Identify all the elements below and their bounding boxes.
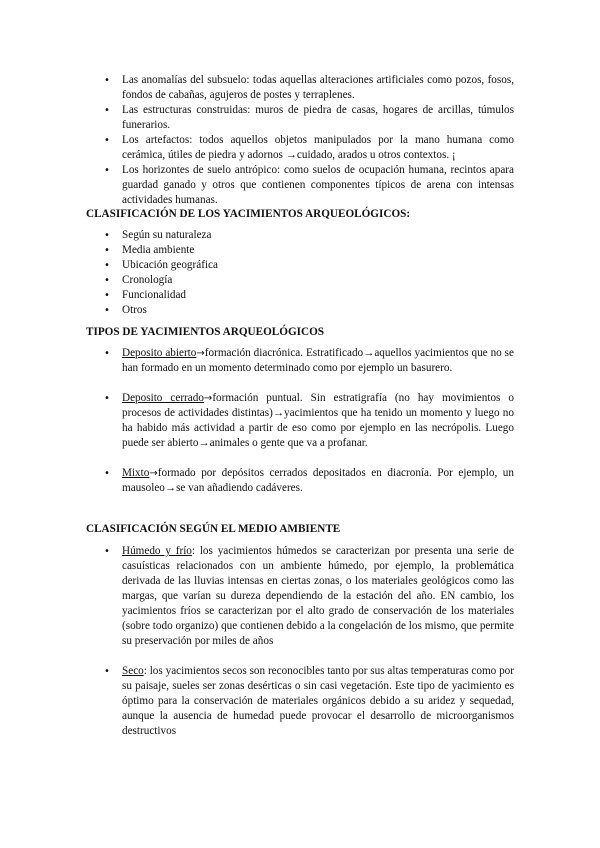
intro-list <box>86 73 514 208</box>
arrow-icon: → <box>196 348 205 359</box>
heading-medio-ambiente: CLASIFICACIÓN SEGÚN EL MEDIO AMBIENTE <box>86 523 341 535</box>
list-item-humedo-frio <box>86 544 514 649</box>
list-item: • Las anomalías del subsuelo: todas aquellas alteraciones artificiales como pozos, fosos, fondos de cabañas, agujeros de postes y terraplenes. <box>86 73 514 103</box>
clasificacion-list <box>86 228 514 318</box>
heading-tipos: TIPOS DE YACIMIENTOS ARQUEOLÓGICOS <box>86 326 324 338</box>
list-item: • Cronología <box>86 273 514 288</box>
list-item: • Los horizontes de suelo antrópico: como suelos de ocupación humana, recintos apara guardad ganado y otros que contienen componentes típicos de arena con intensas actividades humanas. <box>86 163 514 208</box>
list-item-seco <box>86 664 514 739</box>
list-item: • Según su naturaleza <box>86 228 514 243</box>
definition-text: formación diacrónica. Estratificado→aquellos yacimientos que no se han formado en un momento determinado como por ejemplo un basurero. <box>122 347 514 374</box>
definition-text: formación puntual. Sin estratigrafía (no hay movimientos o procesos de actividades distintas)→yacimientos que ha tenido un momento y luego no ha habido más actividad a partir de eso como por ejemplo en las necrópolis. Luego puede ser abierto→animales o gente que va a profanar. <box>122 392 514 449</box>
list-item-deposito-abierto <box>86 346 514 376</box>
heading-clasificacion: CLASIFICACIÓN DE LOS YACIMIENTOS ARQUEOLÓGICOS: <box>86 208 411 220</box>
term-deposito-abierto: Deposito abierto <box>122 347 197 359</box>
term-deposito-cerrado: Deposito cerrado <box>122 392 204 404</box>
definition-text: : los yacimientos húmedos se caracterizan por presenta una serie de casuísticas relacionados con un ambiente húmedo, por ejemplo, la problemática derivada de las lluvias intensas en ciertas zonas, o los materiales geológicos como las margas, que varían su dureza dependiendo de la estación del año. EN cambio, los yacimientos fríos se caracterizan por el alto grado de conservación de los materiales (sobre todo organizo) que contienen debido a la congelación de los mismo, que permite su preservación por miles de años <box>122 545 514 647</box>
list-item: • Otros <box>86 303 514 318</box>
list-item: • Los artefactos: todos aquellos objetos manipulados por la mano humana como cerámica, útiles de piedra y adornos →cuidado, arados u otros contextos. ¡ <box>86 133 514 163</box>
list-item: • Funcionalidad <box>86 288 514 303</box>
definition-text: : los yacimientos secos son reconocibles tanto por sus altas temperaturas como por su paisaje, sueles ser zonas desérticas o sin casi vegetación. Este tipo de yacimiento es óptimo para la conservación de materiales orgánicos debido a su aridez y sequedad, aunque la ausencia de humedad puede provocar el desarrollo de microorganismos destructivos <box>122 665 514 737</box>
term-mixto: Mixto <box>122 467 150 479</box>
arrow-icon: → <box>203 393 213 404</box>
list-item-mixto <box>86 466 514 496</box>
tipos-list <box>86 346 514 511</box>
list-item: • Ubicación geográfica <box>86 258 514 273</box>
definition-text: formado por depósitos cerrados depositados en diacronía. Por ejemplo, un mausoleo→se van añadiendo cadáveres. <box>122 467 514 494</box>
medio-list <box>86 544 514 754</box>
list-item: • Las estructuras construidas: muros de piedra de casas, hogares de arcillas, túmulos funerarios. <box>86 103 514 133</box>
term-humedo-frio: Húmedo y frío <box>122 545 192 557</box>
term-seco: Seco <box>122 665 144 677</box>
arrow-icon: → <box>149 468 158 479</box>
list-item: • Media ambiente <box>86 243 514 258</box>
list-item-deposito-cerrado <box>86 391 514 451</box>
